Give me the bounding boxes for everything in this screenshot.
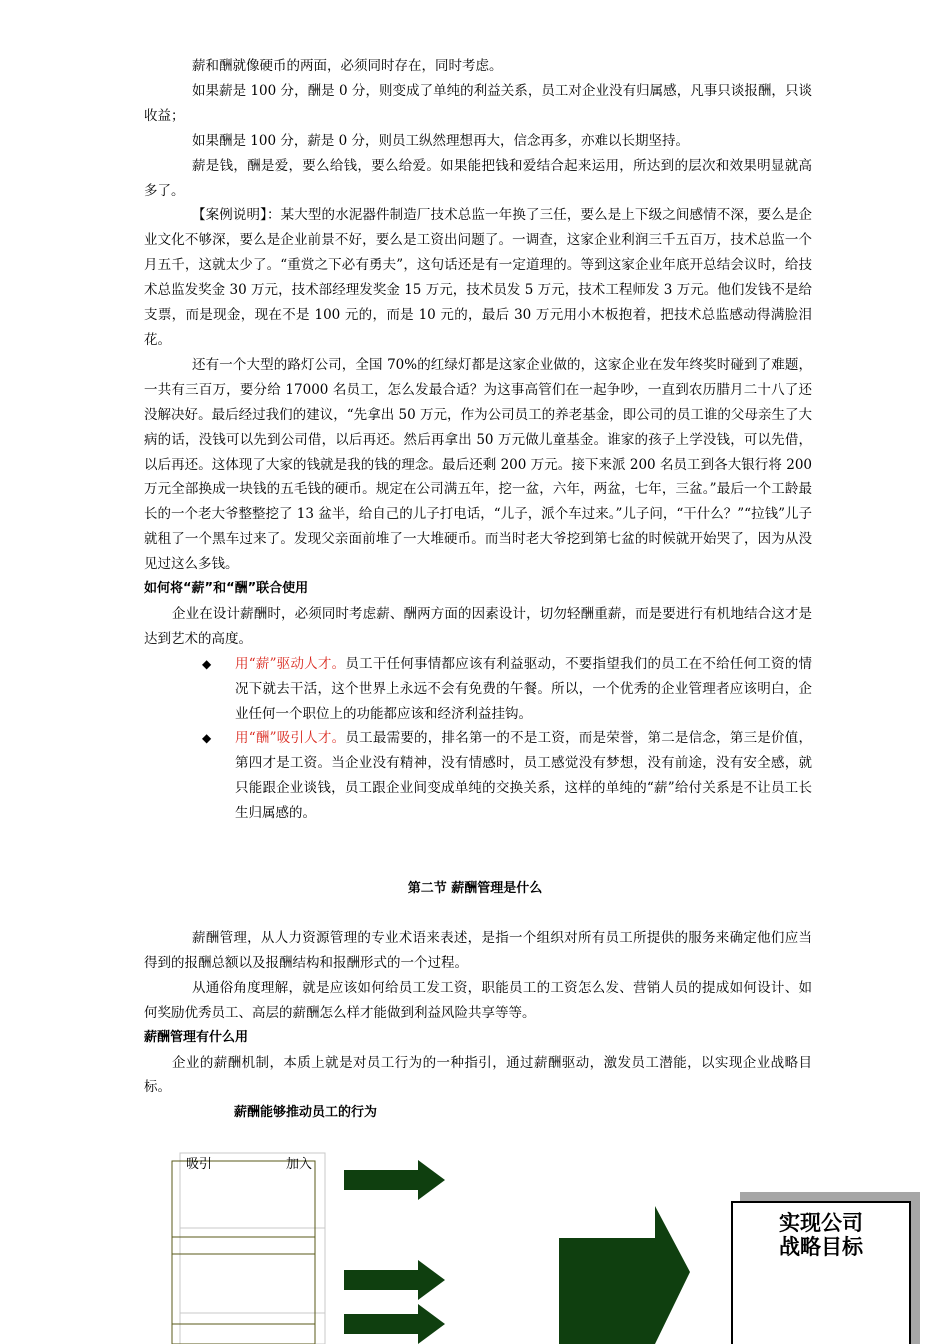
diamond-bullet-icon: ◆: [202, 656, 212, 671]
goal-line: 战略目标: [779, 1235, 863, 1259]
paragraph: 如果薪是 100 分，酬是 0 分，则变成了单纯的利益关系，员工对企业没有归属感，凡事只谈报酬，只谈收益；: [144, 82, 812, 124]
goal-text: [733, 1211, 909, 1259]
heading-combine: 如何将“薪”和“酬”联合使用: [144, 581, 309, 597]
heading-use: 薪酬管理有什么用: [144, 1029, 249, 1045]
paragraph: 薪和酬就像硬币的两面，必须同时存在，同时考虑。: [192, 58, 503, 74]
case-paragraph: 【案例说明】：某大型的水泥器件制造厂技术总监一年换了三任，要么是上下级之间感情不深，要么是企业文化不够深，要么是企业前景不好，要么是工资出问题了。一调查，这家企业利润三千五百万，技术总监一个月五千，这就太少了。“重赏之下必有勇夫”，这句话还是有一定道理的。等到这家企业年底开总结会议时，给技术总监发奖金 30 万元，技术部经理发奖金 15 万元，技术员发 5 万元，技术工程师发 3 万元。他们发钱不是给支票，而是现金，现在不是 100 元的，而是 10 元的，最后 30 万元用小木板抱着，把技术总监感动得满脸泪花。: [144, 207, 812, 348]
diamond-bullet-icon: ◆: [202, 731, 212, 746]
diagram-box-outlines-grey: [180, 1153, 325, 1344]
paragraph: 从通俗角度理解，就是应该如何给员工发工资，职能员工的工资怎么发、营销人员的提成如何设计、如何奖励优秀员工、高层的薪酬怎么样才能做到利益风险共享等等。: [144, 979, 812, 1021]
large-right-arrow-icon: [559, 1206, 690, 1344]
right-arrow-icon: [344, 1160, 445, 1200]
paragraph: 薪酬管理，从人力资源管理的专业术语来表述，是指一个组织对所有员工所提供的服务来确定他们应当得到的报酬总额以及报酬结构和报酬形式的一个过程。: [144, 930, 812, 971]
diagram-title: 薪酬能够推动员工的行为: [234, 1105, 378, 1120]
right-arrow-icon: [344, 1260, 445, 1300]
paragraph: 企业在设计薪酬时，必须同时考虑薪、酬两方面的因素设计，切勿轻酬重薪，而是要进行有机地结合这才是达到艺术的高度。: [144, 605, 812, 647]
paragraph: 如果酬是 100 分，薪是 0 分，则员工纵然理想再大，信念再多，亦难以长期坚持。: [192, 132, 690, 149]
diagram-box-outlines: [172, 1161, 315, 1344]
diagram-label-join: 加入: [286, 1157, 313, 1172]
goal-box: [731, 1201, 911, 1344]
paragraph: 薪是钱，酬是爱，要么给钱，要么给爱。如果能把钱和爱结合起来运用，所达到的层次和效果明显就高多了。: [144, 157, 812, 199]
section-title: 第二节 薪酬管理是什么: [407, 881, 543, 896]
case-paragraph: 还有一个大型的路灯公司，全国 70%的红绿灯都是这家企业做的，这家企业在发年终奖时碰到了难题，一共有三百万，要分给 17000 名员工，怎么发最合适？为这事高管们在一起争吵，一直到农历腊月二十八了还没解决好。最后经过我们的建议，“先拿出 50 万元，作为公司员工的养老基金，即公司的员工谁的父母亲生了大病的话，没钱可以先到公司借，以后再还。然后再拿出 50 万元做儿童基金。谁家的孩子上学没钱，可以先借，以后再还。这体现了大家的钱就是我的钱的理念。最后还剩 200 万元。接下来派 200 名员工到各大银行将 200 万元全部换成一块钱的五毛钱的硬币。规定在公司满五年，挖一盆，六年，两盆，七年，三盆。”最后一个工龄最长的一个老大爷整整挖了 13 盆半，给自己的儿子打电话，“儿子，派个车过来。”儿子问，“干什么？”“拉钱”儿子就租了一个黑车过来了。发现父亲面前堆了一大堆硬币。而当时老大爷挖到第七盆的时候就开始哭了，因为从没见过这么多钱。: [144, 356, 812, 573]
goal-line: 实现公司: [779, 1211, 863, 1235]
diagram-label-attract: 吸引: [186, 1157, 213, 1172]
bullet-text: 员工最需要的，排名第一的不是工资，而是荣誉，第二是信念，第三是价值，第四才是工资。当企业没有精神，没有情感时，员工感觉没有梦想，没有前途，没有安全感，就只能跟企业谈钱，员工跟企业间变成单纯的交换关系，这样的单纯的“薪”给付关系是不让员工长生归属感的。: [235, 730, 813, 822]
right-arrow-icon: [344, 1304, 445, 1344]
bullet-text: 员工干任何事情都应该有利益驱动，不要指望我们的员工在不给任何工资的情况下就去干活，这个世界上永远不会有免费的午餐。所以，一个优秀的企业管理者应该明白，企业任何一个职位上的功能都应该和经济利益挂钩。: [235, 655, 813, 722]
bullet-lead: 用“酬”吸引人才。: [235, 730, 346, 747]
bullet-lead: 用“薪”驱动人才。: [235, 655, 346, 672]
paragraph: 企业的薪酬机制，本质上就是对员工行为的一种指引，通过薪酬驱动，激发员工潜能，以实现企业战略目标。: [144, 1054, 812, 1096]
